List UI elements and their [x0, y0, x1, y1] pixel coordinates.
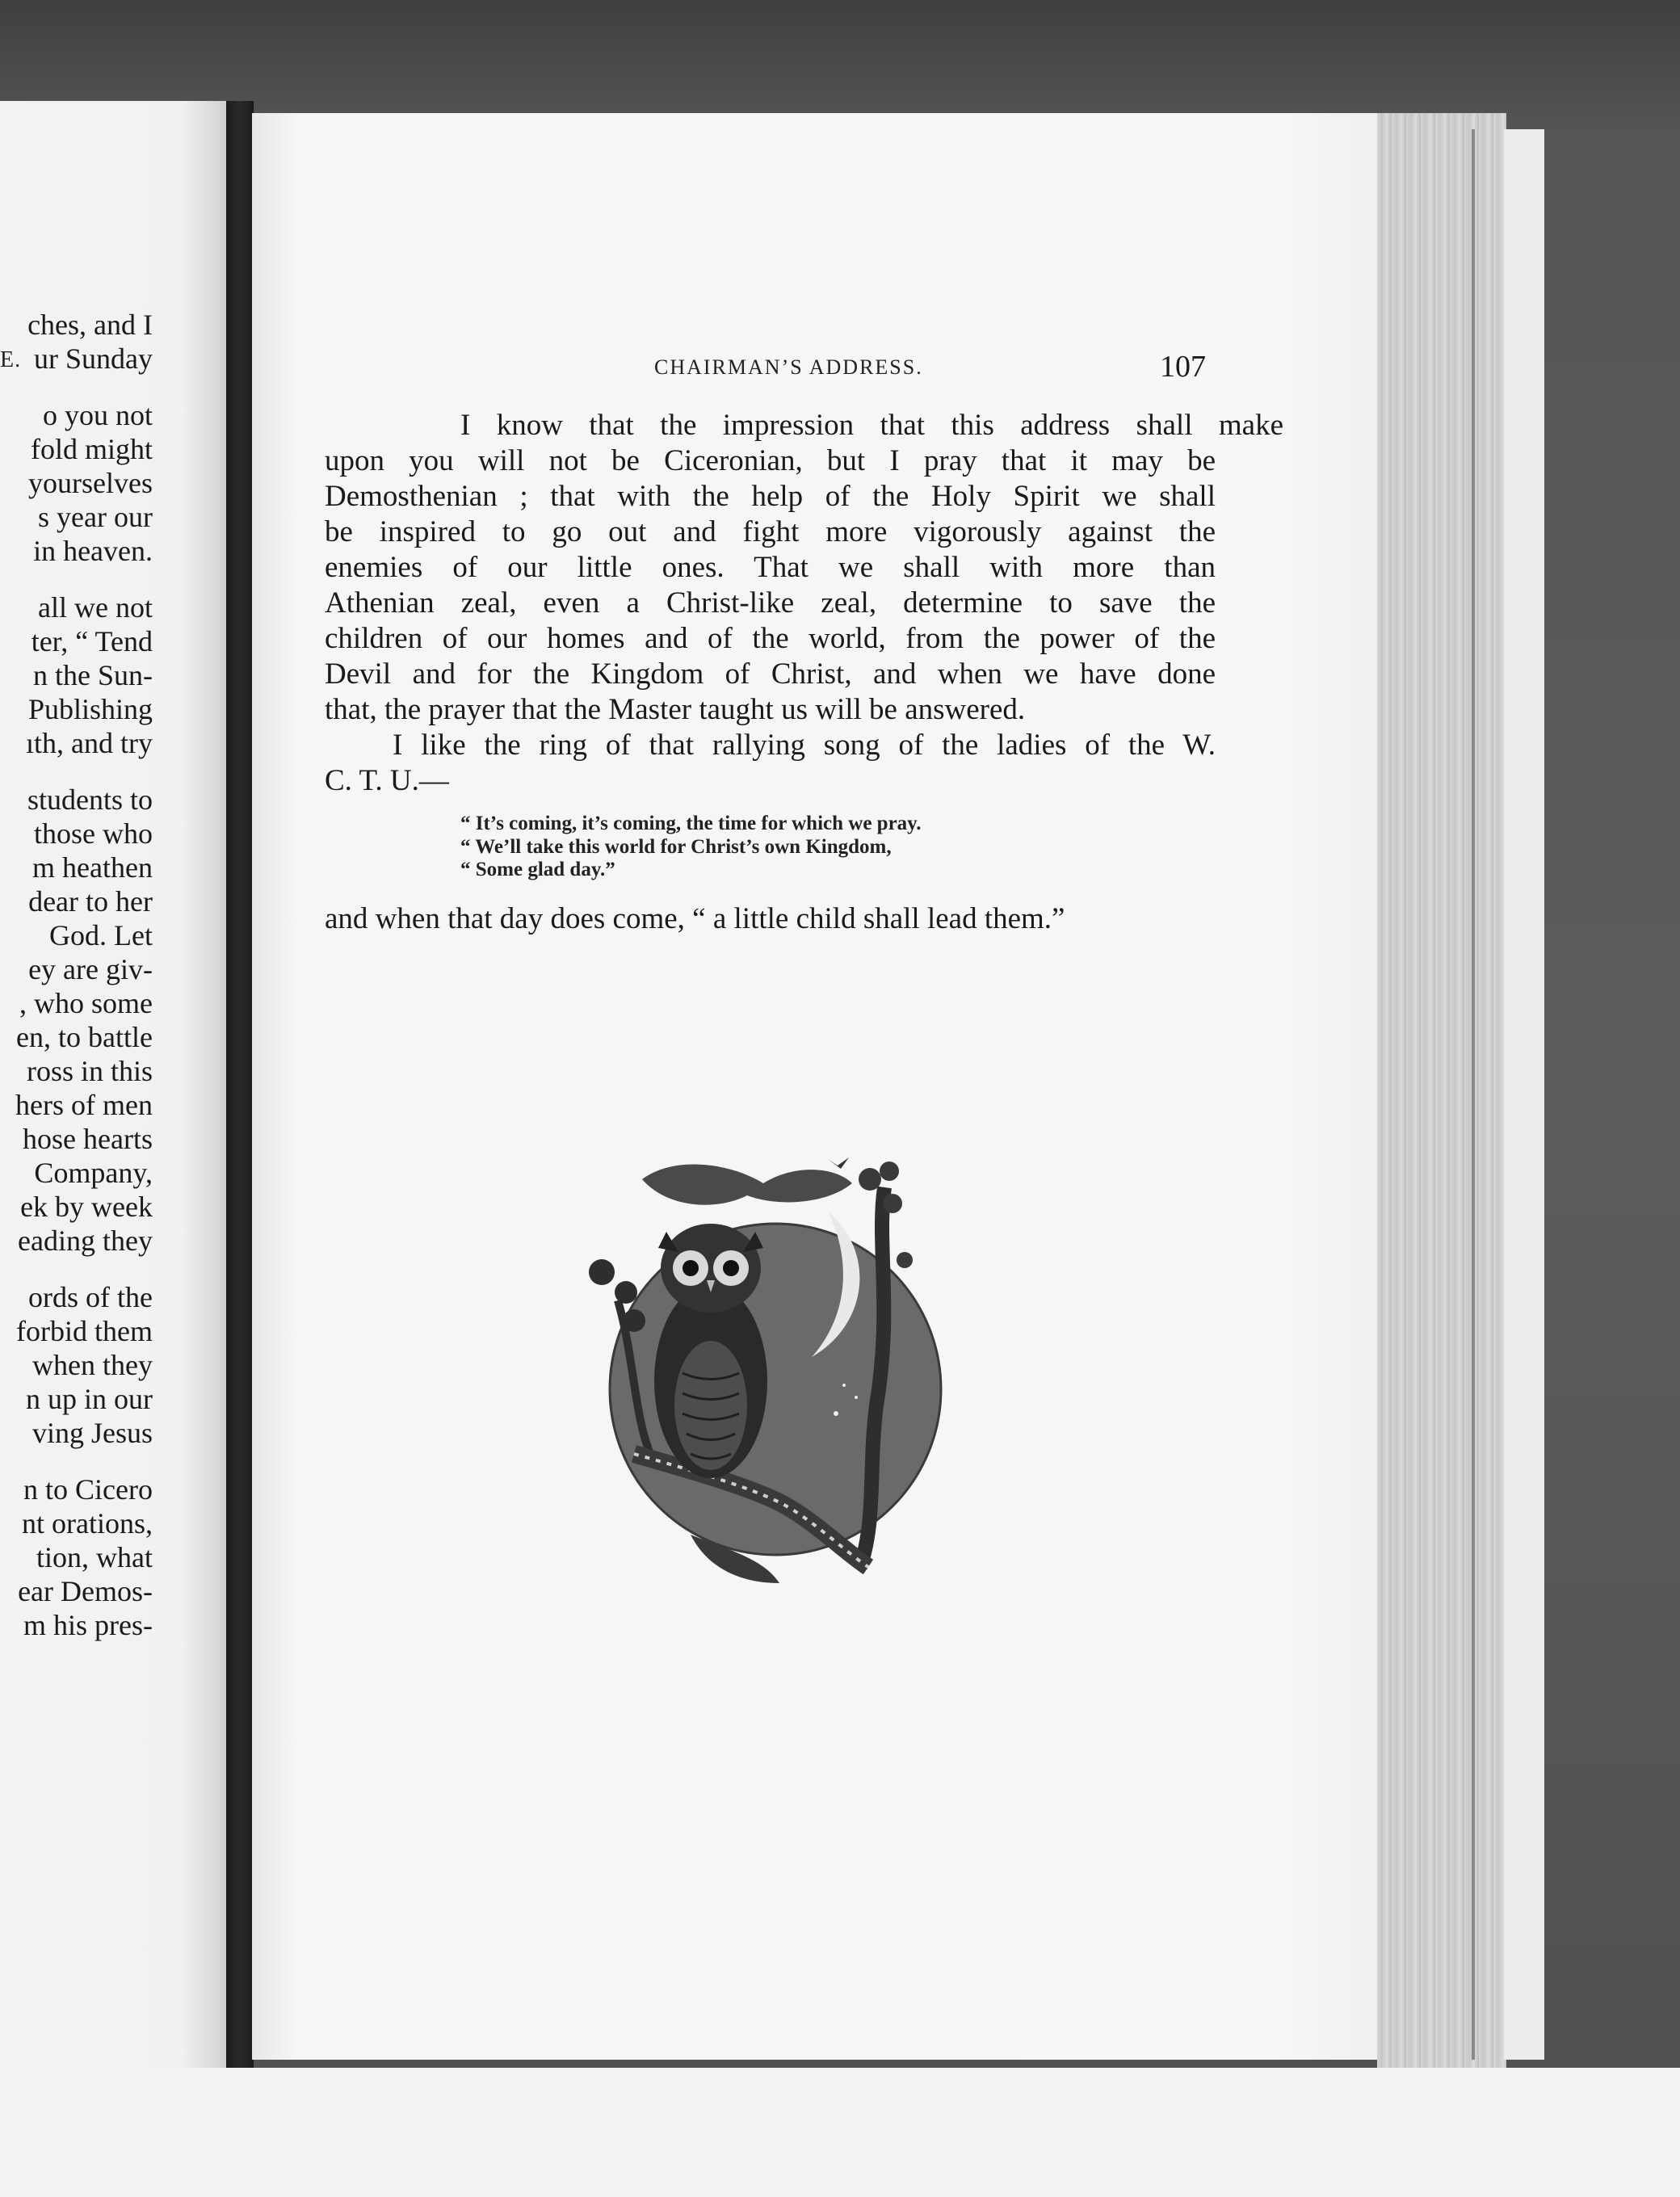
- left-page-line: Company,: [34, 1157, 153, 1189]
- left-page-line: n the Sun-: [33, 659, 153, 691]
- paragraph-line: Devil and for the Kingdom of Christ, and when we have done: [325, 657, 1216, 691]
- left-running-head: E.: [0, 347, 22, 372]
- paragraph-line: be inspired to go out and fight more vigorously against the: [325, 515, 1216, 548]
- left-page-line: tion, what: [36, 1541, 153, 1573]
- left-page-line: yourselves: [28, 467, 153, 499]
- paragraph-line: C. T. U.—: [325, 764, 449, 797]
- left-page-line: ter, “ Tend: [31, 625, 153, 657]
- left-page-line: ur Sunday: [34, 342, 153, 375]
- left-page-line: God. Let: [49, 919, 153, 951]
- left-page-line: hers of men: [15, 1089, 153, 1121]
- left-page-line: s year our: [38, 501, 153, 533]
- left-page-line: m heathen: [32, 851, 153, 884]
- left-page-line: those who: [34, 817, 153, 850]
- left-page-line: fold might: [31, 433, 153, 465]
- page-number: 107: [1160, 350, 1206, 384]
- left-page-line: n to Cicero: [23, 1473, 153, 1506]
- page-edge-strip: [1504, 129, 1544, 2060]
- verse-line: “ We’ll take this world for Christ’s own Kingdom,: [460, 836, 892, 858]
- left-page-line: dear to her: [28, 885, 153, 918]
- left-page-line: ey are giv-: [28, 953, 153, 985]
- left-page-line: n up in our: [26, 1383, 153, 1415]
- left-page-line: hose hearts: [23, 1123, 153, 1155]
- paragraph-line: Demosthenian ; that with the help of the Holy Spirit we shall: [325, 480, 1216, 513]
- left-page-line: eading they: [18, 1225, 153, 1257]
- book-gutter: [226, 101, 254, 2068]
- left-page-line: nt orations,: [22, 1507, 153, 1540]
- left-page: [0, 101, 228, 2068]
- left-page-line: ving Jesus: [32, 1417, 153, 1449]
- left-page-line: o you not: [42, 399, 153, 431]
- table-surface: [0, 2068, 1680, 2197]
- right-page: [252, 113, 1391, 2060]
- left-page-line: when they: [32, 1349, 153, 1381]
- page-edges: [1377, 113, 1506, 2068]
- left-page-line: in heaven.: [33, 535, 153, 567]
- paragraph-line: I like the ring of that rallying song of the ladies of the W.: [393, 729, 1216, 762]
- left-page-line: forbid them: [16, 1315, 153, 1347]
- left-page-line: ıth, and try: [26, 727, 153, 759]
- owl-on-branch-moon-icon: [569, 1147, 973, 1599]
- page-edge-shadow: [1472, 129, 1475, 2060]
- paragraph-line: I know that the impression that this address shall make: [460, 409, 1283, 442]
- paragraph-line: enemies of our little ones. That we shall with more than: [325, 551, 1216, 584]
- left-page-line: students to: [27, 783, 153, 816]
- left-page-line: ear Demos-: [18, 1575, 153, 1607]
- paragraph-line: children of our homes and of the world, from the power of the: [325, 622, 1216, 655]
- left-page-line: ross in this: [26, 1055, 153, 1087]
- left-page-line: Publishing: [27, 693, 153, 725]
- left-page-line: m his pres-: [23, 1609, 153, 1641]
- paragraph-line: that, the prayer that the Master taught us will be answered.: [325, 693, 1026, 726]
- verse-line: “ It’s coming, it’s coming, the time for which we pray.: [460, 813, 922, 834]
- paragraph-line: Athenian zeal, even a Christ-like zeal, determine to save the: [325, 586, 1216, 620]
- running-head: CHAIRMAN’S ADDRESS.: [654, 355, 923, 379]
- closing-line: and when that day does come, “ a little child shall lead them.”: [325, 902, 1065, 935]
- paragraph-line: upon you will not be Ciceronian, but I pray that it may be: [325, 444, 1216, 477]
- left-page-line: ek by week: [20, 1191, 153, 1223]
- left-page-line: en, to battle: [16, 1021, 153, 1053]
- left-page-line: ords of the: [28, 1281, 153, 1313]
- left-page-line: ches, and I: [27, 309, 153, 341]
- left-page-line: all we not: [38, 591, 153, 624]
- left-page-line: , who some: [19, 987, 153, 1019]
- verse-line: “ Some glad day.”: [460, 859, 615, 880]
